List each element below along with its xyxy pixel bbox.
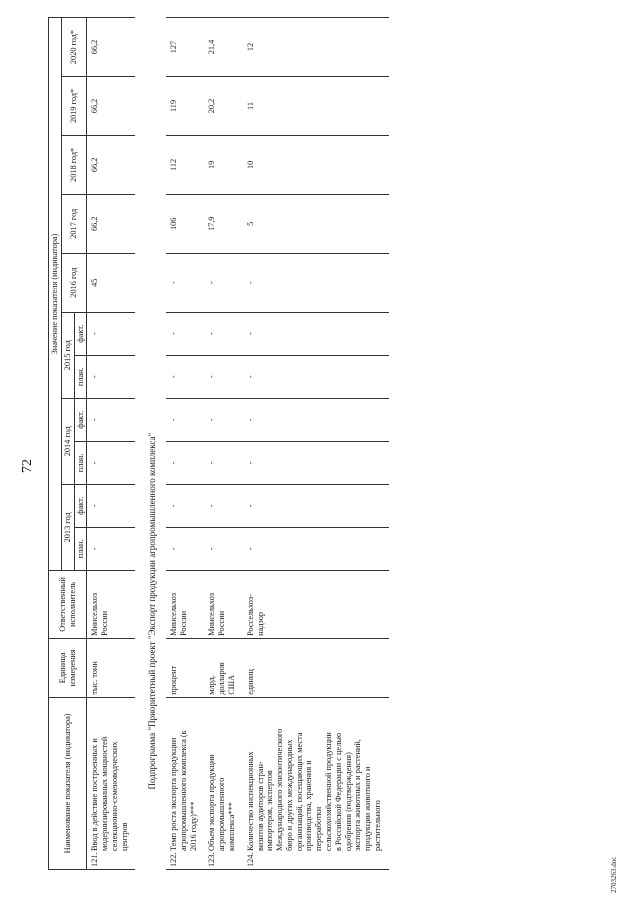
header-executor: Ответственный исполнитель (49, 570, 87, 638)
value-cell: 127 (166, 18, 204, 77)
header-fact: факт. (74, 312, 87, 355)
footer-filename: 2703263.doc (610, 856, 618, 893)
value-cell: - (204, 527, 242, 570)
value-cell: 106 (166, 194, 204, 253)
value-cell: - (87, 441, 136, 484)
value-cell: - (243, 355, 389, 398)
value-cell: - (243, 312, 389, 355)
value-cell: 66,2 (87, 194, 136, 253)
value-cell: - (166, 253, 204, 312)
value-cell: 119 (166, 77, 204, 136)
value-cell: - (166, 355, 204, 398)
header-name: Наименование показателя (индикатора) (49, 697, 87, 869)
value-cell: 12 (243, 18, 389, 77)
row-executor: Минсельхоз России (204, 570, 242, 638)
row-name-cell (166, 697, 204, 869)
row-name: Количество инспекционных визитов аудиторов стран-импортеров, экспертов Международного эпизоотического бюро и других международных организаций, посещающих места производства, хранения и переработки сельскохозяйственной продукции в Российской Федерации с целью одобрения (подтверждения) экспорта животных и растений, продукции животного и растительного (245, 728, 382, 851)
value-cell: - (87, 484, 136, 527)
value-cell: 112 (166, 135, 204, 194)
header-unit: Единица измерения (49, 638, 87, 697)
value-cell: - (243, 527, 389, 570)
header-2015: 2015 год (61, 312, 74, 398)
header-fact: факт. (74, 398, 87, 441)
page-number: 72 (20, 459, 35, 473)
value-cell: - (204, 441, 242, 484)
row-unit: тыс. тонн (87, 638, 136, 697)
value-cell: 66,2 (87, 135, 136, 194)
row-name: Темп роста экспорта продукции агропромышленного комплекса (к 2016 году)*** (169, 730, 198, 851)
row-name: Объем экспорта продукции агропромышленного комплекса*** (207, 754, 236, 851)
value-cell: - (204, 398, 242, 441)
subprogram-row (135, 18, 166, 870)
value-cell: - (87, 527, 136, 570)
row-number: 123. (207, 852, 217, 867)
row-name: Ввод в действие построенных и модернизированных мощностей селекционно-семеноводческих центров (90, 736, 129, 851)
value-cell: - (166, 441, 204, 484)
header-2016: 2016 год (61, 253, 87, 312)
row-executor: Минсельхоз России (166, 570, 204, 638)
row-name-cell (243, 697, 389, 869)
header-plan: план. (74, 441, 87, 484)
header-2014: 2014 год (61, 398, 74, 484)
table-row (243, 18, 389, 870)
value-cell: 21,4 (204, 18, 242, 77)
value-cell: - (204, 355, 242, 398)
value-cell: - (166, 312, 204, 355)
value-cell: - (87, 355, 136, 398)
header-plan: план. (74, 527, 87, 570)
value-cell: 5 (243, 194, 389, 253)
header-plan: план. (74, 355, 87, 398)
header-2019: 2019 год* (61, 77, 87, 136)
header-2017: 2017 год (61, 194, 87, 253)
row-name-cell (204, 697, 242, 869)
value-cell: 17,9 (204, 194, 242, 253)
value-cell: - (166, 484, 204, 527)
header-2020: 2020 год* (61, 18, 87, 77)
value-cell: 66,2 (87, 18, 136, 77)
table-row (204, 18, 242, 870)
header-fact: факт. (74, 484, 87, 527)
value-cell: - (243, 441, 389, 484)
row-unit: процент (166, 638, 204, 697)
value-cell: - (204, 253, 242, 312)
value-cell: - (204, 484, 242, 527)
header-2013: 2013 год (61, 484, 74, 570)
row-number: 121. (90, 852, 100, 867)
row-unit: млрд. долларов США (204, 638, 242, 697)
value-cell: - (87, 312, 136, 355)
table-row (87, 18, 136, 870)
row-executor: Минсельхоз России (87, 570, 136, 638)
indicator-table (48, 17, 389, 870)
value-cell: - (166, 398, 204, 441)
value-cell: - (166, 527, 204, 570)
value-cell: 20,2 (204, 77, 242, 136)
row-unit: единиц (243, 638, 389, 697)
value-cell: - (204, 312, 242, 355)
value-cell: 66,2 (87, 77, 136, 136)
value-cell: 11 (243, 77, 389, 136)
row-name-cell (87, 697, 136, 869)
row-executor: Россельхоз-надзор (243, 570, 389, 638)
value-cell: 10 (243, 135, 389, 194)
value-cell: - (87, 398, 136, 441)
row-number: 124. (245, 852, 255, 867)
row-number: 122. (169, 852, 179, 867)
header-values: Значение показателя (индикатора) (49, 18, 62, 571)
value-cell: 19 (204, 135, 242, 194)
table-row (166, 18, 204, 870)
value-cell: 45 (87, 253, 136, 312)
value-cell: - (243, 253, 389, 312)
header-2018: 2018 год* (61, 135, 87, 194)
value-cell: - (243, 398, 389, 441)
value-cell: - (243, 484, 389, 527)
subprogram-title: Подпрограмма "Приоритетный проект "Экспорт продукции агропромышленного комплекса" (147, 432, 158, 790)
